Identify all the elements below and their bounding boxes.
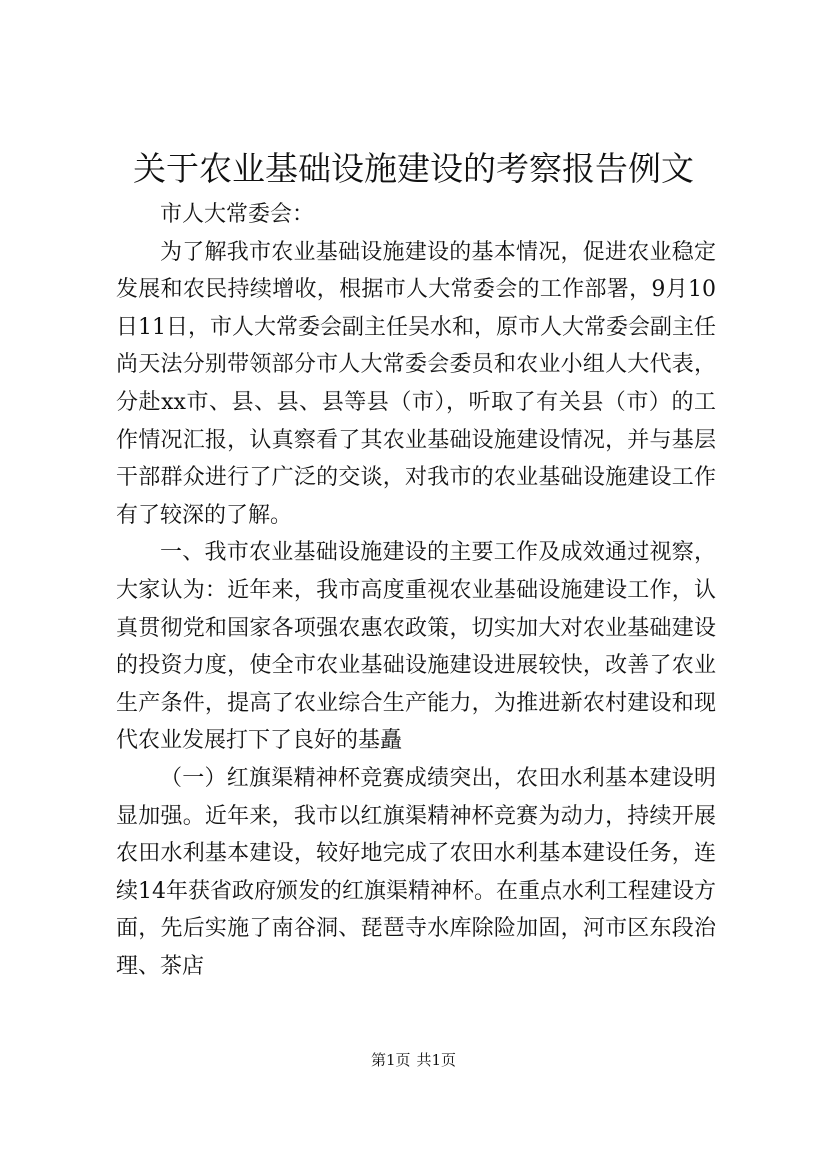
- paragraph-intro: 为了解我市农业基础设施建设的基本情况，促进农业稳定发展和农民持续增收，根据市人大常委会的工作部署，9月10日11日，市人大常委会副主任吴水和，原市人大常委会副主任尚天法分别带领部分市人大常委会委员和农业小组人大代表，分赴xx市、县、县、县等县（市），听取了有关县（市）的工作情况汇报，认真察看了其农业基础设施建设情况，并与基层干部群众进行了广泛的交谈，对我市的农业基础设施建设工作有了较深的了解。: [116, 239, 716, 528]
- page-total: 共1页: [416, 1051, 457, 1069]
- page-number: 第1页: [370, 1051, 411, 1069]
- paragraph-subsection-one: （一）红旗渠精神杯竞赛成绩突出，农田水利基本建设明显加强。近年来，我市以红旗渠精神杯竞赛为动力，持续开展农田水利基本建设，较好地完成了农田水利基本建设任务，连续14年获省政府颁发的红旗渠精神杯。在重点水利工程建设方面，先后实施了南谷洞、琵琶寺水库除险加固，河市区东段治理、茶店: [116, 765, 716, 979]
- salutation: 市人大常委会：: [160, 202, 315, 227]
- document-title: 关于农业基础设施建设的考察报告例文: [133, 149, 694, 188]
- document-body: [116, 196, 716, 985]
- page-footer: [0, 1050, 827, 1070]
- paragraph-section-one: 一、我市农业基础设施建设的主要工作及成效通过视察，大家认为：近年来，我市高度重视农业基础设施建设工作，认真贯彻党和国家各项强农惠农政策，切实加大对农业基础建设的投资力度，使全市农业基础设施建设进展较快，改善了农业生产条件，提高了农业综合生产能力，为推进新农村建设和现代农业发展打下了良好的基矗: [116, 540, 716, 754]
